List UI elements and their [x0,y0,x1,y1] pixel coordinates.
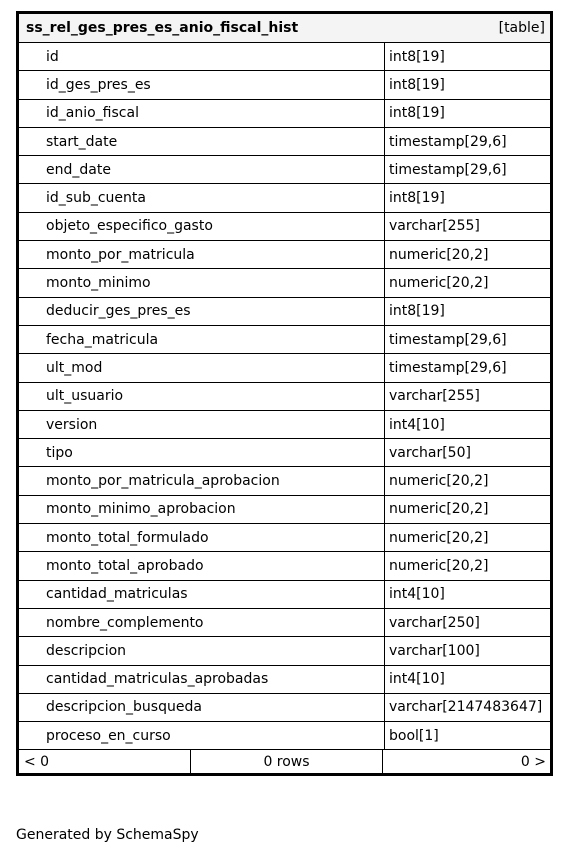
column-row [19,637,550,665]
column-row [19,71,550,99]
column-type: int8[19] [389,76,445,93]
column-type: varchar[250] [389,614,480,631]
column-name: descripcion [19,637,385,664]
column-row [19,411,550,439]
table-header [19,14,550,43]
column-name: id_sub_cuenta [19,184,385,211]
column-type: int8[19] [389,105,445,122]
column-name: cantidad_matriculas_aprobadas [19,666,385,693]
column-row [19,524,550,552]
column-type: int4[10] [389,671,445,688]
column-name: fecha_matricula [19,326,385,353]
column-type: numeric[20,2] [389,557,489,574]
column-row [19,383,550,411]
column-name: version [19,411,385,438]
column-name: deducir_ges_pres_es [19,298,385,325]
column-list [19,43,550,750]
next-count: 0 > [520,753,546,770]
column-name: descripcion_busqueda [19,694,385,721]
generated-by-label: Generated by SchemaSpy [16,827,199,843]
column-type: varchar[50] [389,444,471,461]
column-row [19,694,550,722]
column-name: cantidad_matriculas [19,581,385,608]
column-name: nombre_complemento [19,609,385,636]
column-row [19,184,550,212]
column-name: id [19,43,385,70]
column-type: int8[19] [389,303,445,320]
column-type: varchar[255] [389,388,480,405]
column-type: numeric[20,2] [389,275,489,292]
column-name: monto_por_matricula_aprobacion [19,467,385,494]
column-type: int8[19] [389,190,445,207]
column-row [19,43,550,71]
column-row [19,100,550,128]
table-footer [19,750,550,773]
table-kind-label: [table] [498,20,545,36]
column-type: int4[10] [389,586,445,603]
column-row [19,666,550,694]
column-type: numeric[20,2] [389,529,489,546]
column-type: numeric[20,2] [389,246,489,263]
column-type: int4[10] [389,416,445,433]
column-name: objeto_especifico_gasto [19,213,385,240]
column-row [19,298,550,326]
column-type: int8[19] [389,48,445,65]
column-row [19,326,550,354]
column-name: id_ges_pres_es [19,71,385,98]
column-name: monto_por_matricula [19,241,385,268]
column-row [19,581,550,609]
column-row [19,722,550,750]
column-type: numeric[20,2] [389,473,489,490]
column-name: id_anio_fiscal [19,100,385,127]
column-name: monto_total_formulado [19,524,385,551]
prev-count: < 0 [19,750,191,773]
table-name: ss_rel_ges_pres_es_anio_fiscal_hist [26,20,299,36]
column-name: end_date [19,156,385,183]
column-type: timestamp[29,6] [389,133,507,150]
column-row [19,269,550,297]
column-type: varchar[255] [389,218,480,235]
column-type: timestamp[29,6] [389,359,507,376]
column-name: ult_usuario [19,383,385,410]
column-name: ult_mod [19,354,385,381]
column-row [19,552,550,580]
table-entity [16,11,553,776]
column-name: monto_minimo_aprobacion [19,496,385,523]
column-row [19,467,550,495]
column-name: proceso_en_curso [19,722,385,749]
column-type: varchar[2147483647] [389,699,543,716]
column-row [19,241,550,269]
column-name: monto_minimo [19,269,385,296]
column-row [19,128,550,156]
column-row [19,354,550,382]
column-name: tipo [19,439,385,466]
column-type: bool[1] [389,727,439,744]
column-row [19,496,550,524]
column-name: start_date [19,128,385,155]
column-type: timestamp[29,6] [389,161,507,178]
column-row [19,439,550,467]
column-row [19,609,550,637]
column-row [19,213,550,241]
row-count: 0 rows [191,750,383,773]
column-type: numeric[20,2] [389,501,489,518]
column-type: timestamp[29,6] [389,331,507,348]
column-row [19,156,550,184]
column-type: varchar[100] [389,642,480,659]
column-name: monto_total_aprobado [19,552,385,579]
